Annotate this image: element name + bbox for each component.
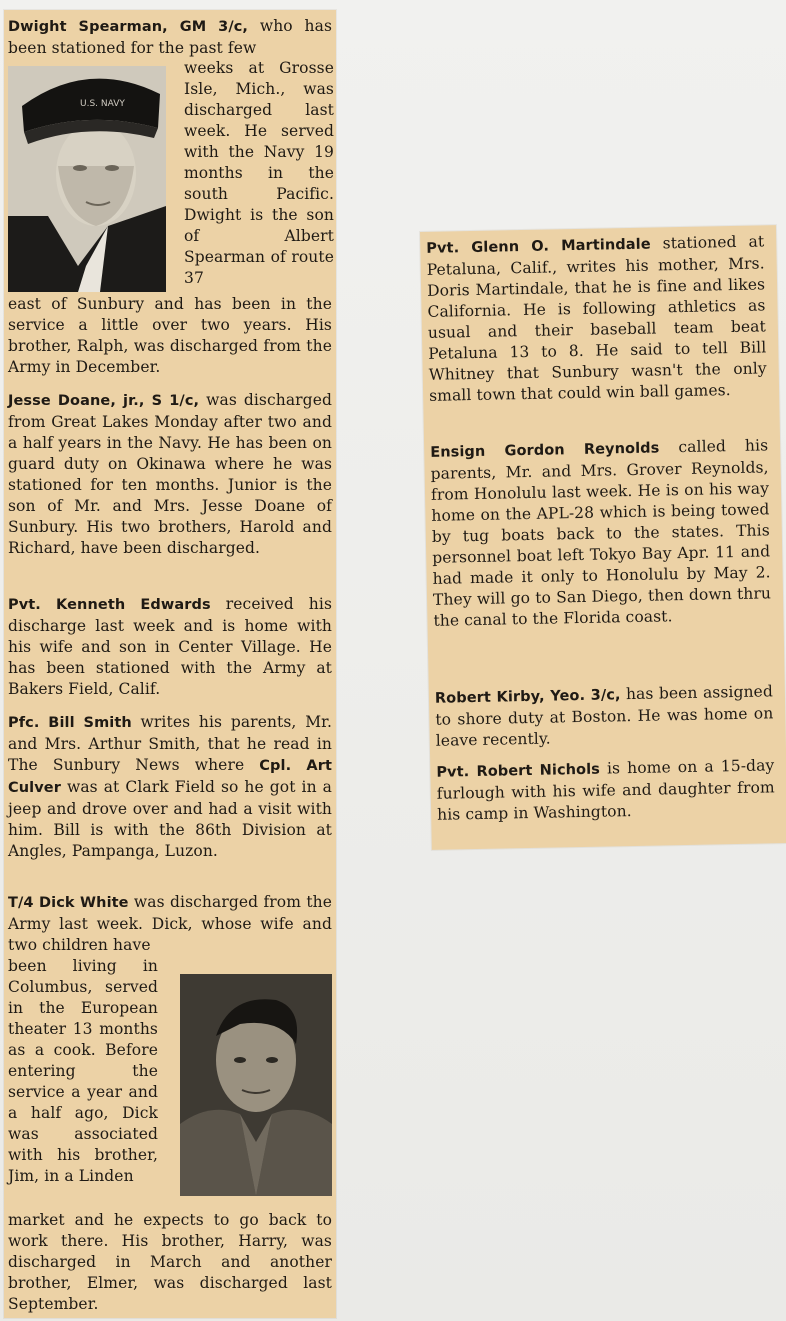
dwight-text-b: weeks at Grosse Isle, Mich., was discharged last week. He served with the Navy 19 months in the south Pacific. Dwight is the son of Albert Spearman of route 37 xyxy=(184,59,334,287)
dwight-spearman-photo xyxy=(8,66,166,292)
glenn-text: stationed at Petaluna, Calif., writes his mother, Mrs. Doris Martindale, that he is fine and likes California. He is following athletics as usual and their baseball team beat Petaluna 13 to 8. He said to tell Bill Whitney that Sunbury wasn't the only small town that could win ball games. xyxy=(426,232,767,405)
bill-name: Pfc. Bill Smith xyxy=(8,715,132,731)
gordon-item xyxy=(430,435,772,631)
robert-nichols-name: Pvt. Robert Nichols xyxy=(436,761,601,781)
dick-white-photo xyxy=(180,974,332,1196)
kenneth-item xyxy=(8,594,332,700)
robert-nichols-text: is home on a 15-day furlough with his wife and daughter from his camp in Washington. xyxy=(436,756,775,824)
art-culver-name: Cpl. Art Culver xyxy=(8,758,332,796)
jesse-item xyxy=(8,390,332,559)
dwight-text-c: east of Sunbury and has been in the service a little over two years. His brother, Ralph, was discharged from the Army in December. xyxy=(8,295,332,376)
dick-item-tail xyxy=(8,1210,332,1315)
glenn-item xyxy=(426,231,767,406)
robert-kirby-text: has been assigned to shore duty at Boston. He was home on leave recently. xyxy=(435,682,774,750)
bill-text-b: was at Clark Field so he got in a jeep and drove over and had a visit with him. Bill is with the 86th Division at Angles, Pampanga, Luzon. xyxy=(8,778,332,860)
cap-text: U.S. NAVY xyxy=(80,99,125,109)
robert-kirby-name: Robert Kirby, Yeo. 3/c, xyxy=(434,687,621,707)
gordon-name: Ensign Gordon Reynolds xyxy=(430,440,660,461)
dick-item-intro xyxy=(8,892,332,956)
kenneth-text: received his discharge last week and is home with his wife and son in Center Village. He has been stationed with the Army at Bakers Field, Calif. xyxy=(8,595,332,698)
dick-text-c: market and he expects to go back to work there. His brother, Harry, was discharged in March and another brother, Elmer, was discharged last September. xyxy=(8,1211,332,1313)
dwight-text-a: who has been stationed for the past few xyxy=(8,17,333,57)
bill-item xyxy=(8,712,332,862)
dick-text-b: been living in Columbus, served in the European theater 13 months as a cook. Before entering the service a year and a half ago, Dick was associated with his brother, Jim, in a Linden xyxy=(8,957,158,1185)
left-news-clipping xyxy=(4,10,336,1318)
jesse-text: was discharged from Great Lakes Monday after two and a half years in the Navy. He has been on guard duty on Okinawa where he was stationed for ten months. Junior is the son of Mr. and Mrs. Jesse Doane of Sunbury. His two brothers, Harold and Richard, have been discharged. xyxy=(8,391,333,557)
dwight-name: Dwight Spearman, GM 3/c, xyxy=(8,19,249,35)
kenneth-name: Pvt. Kenneth Edwards xyxy=(8,597,211,613)
right-news-clipping xyxy=(420,225,786,850)
dick-name: T/4 Dick White xyxy=(8,895,129,911)
dick-item-wrap xyxy=(8,956,158,1187)
jesse-name: Jesse Doane, jr., S 1/c, xyxy=(8,393,200,409)
dwight-item-intro xyxy=(8,16,332,59)
robert-nichols-item xyxy=(436,755,775,825)
glenn-name: Pvt. Glenn O. Martindale xyxy=(426,236,651,257)
dick-text-a: was discharged from the Army last week. Dick, whose wife and two children have xyxy=(8,893,333,954)
dwight-item-tail xyxy=(8,294,332,378)
bill-text-a: writes his parents, Mr. and Mrs. Arthur Smith, that he read in The Sunbury News where xyxy=(8,713,333,774)
dwight-item-wrap xyxy=(184,58,334,289)
robert-kirby-item xyxy=(435,681,774,751)
gordon-text: called his parents, Mr. and Mrs. Grover Reynolds, from Honolulu last week. He is on his way home on the APL-28 which is being towed by tug boats back to the states. This personnel boat left Tokyo Bay Apr. 11 and had made it only to Honolulu by May 2. They will go to San Diego, then down thru the canal to the Florida coast. xyxy=(430,436,772,630)
